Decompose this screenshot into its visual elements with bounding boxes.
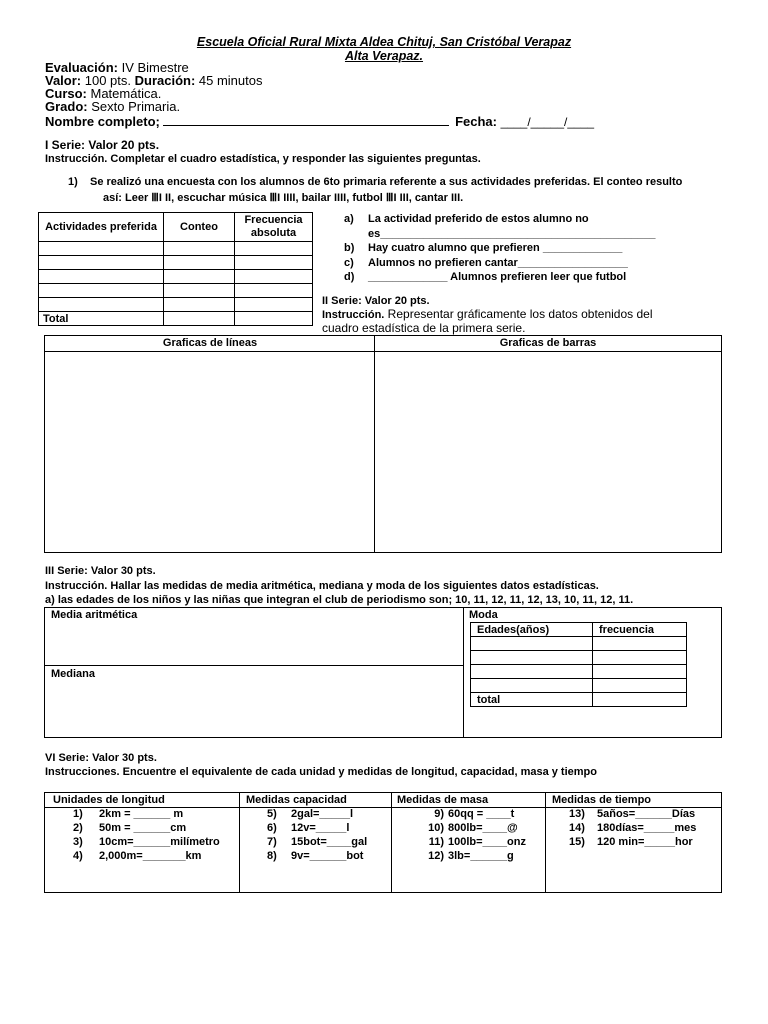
th-conteo: Conteo <box>164 213 235 242</box>
graph-lines-header: Graficas de líneas <box>45 336 375 352</box>
serie2-instruction-label: Instrucción. <box>322 309 385 321</box>
mediana-label: Mediana <box>51 668 96 680</box>
conv-header-longitud: Unidades de longitud <box>53 794 165 806</box>
table-row <box>471 637 687 651</box>
list-item[interactable]: 13) 5años=______Días <box>569 808 696 820</box>
serie1-instruction: Instrucción. Completar el cuadro estadística, y responder las siguientes preguntas. <box>45 153 481 165</box>
conv-header-capacidad: Medidas capacidad <box>246 794 347 806</box>
moda-table <box>470 622 687 707</box>
grado-label: Grado: <box>45 99 88 114</box>
q-text: La actividad preferido de estos alumno no <box>368 213 589 225</box>
conv-header-masa: Medidas de masa <box>397 794 489 806</box>
graph-bars-header: Graficas de barras <box>375 336 721 352</box>
list-item[interactable]: 12) 3lb=______g <box>428 850 514 862</box>
valor-value: 100 pts. <box>81 73 135 88</box>
fecha-blank[interactable]: ____/_____/____ <box>500 115 595 129</box>
moda-total-label: total <box>471 693 593 707</box>
mediana-answer-area[interactable] <box>47 681 461 735</box>
grado-value: Sexto Primaria. <box>87 99 181 114</box>
serie4-instruction: Instrucciones. Encuentre el equivalente de cada unidad y medidas de longitud, capacidad, masa y tiempo <box>45 766 597 778</box>
table-row <box>471 665 687 679</box>
list-item[interactable]: 5) 2gal=_____l <box>267 808 354 820</box>
table-row <box>39 298 313 312</box>
list-item[interactable]: 8) 9v=______bot <box>267 850 364 862</box>
media-label: Media aritmética <box>51 609 138 621</box>
list-item[interactable]: 2) 50m = ______cm <box>73 822 187 834</box>
q-letter: a) <box>344 213 354 225</box>
evaluacion-label: Evaluación: <box>45 60 118 75</box>
serie3-data-line: a) las edades de los niños y las niñas que integran el club de periodismo son; 10, 11, 12, 11, 12, 13, 10, 11, 12, 11. <box>45 594 634 606</box>
stats-box <box>44 607 722 738</box>
th-actividades: Actividades preferida <box>39 213 164 242</box>
serie1-questions <box>344 213 656 286</box>
q-text[interactable]: _____________ Alumnos prefieren leer que futbol <box>368 271 627 283</box>
list-item[interactable]: 10) 800lb=____@ <box>428 822 518 834</box>
serie2-instruction <box>322 308 722 335</box>
list-item[interactable]: 3) 10cm=______milímetro <box>73 836 220 848</box>
curso-value: Matemática. <box>86 86 162 101</box>
conv-col-longitud <box>73 808 220 864</box>
serie1-q-line2: así: Leer ⅢI II, escuchar música ⅢI IIII, bailar IIII, futbol ⅢI III, cantar III. <box>103 192 464 204</box>
table-total-label: Total <box>39 312 164 326</box>
conv-col-masa <box>420 808 526 864</box>
list-item[interactable]: 6) 12v=_____l <box>267 822 350 834</box>
serie4-title: VI Serie: Valor 30 pts. <box>45 752 157 764</box>
evaluacion-value: IV Bimestre <box>117 60 189 75</box>
list-item[interactable]: 9) 60qq = ____t <box>434 808 515 820</box>
school-title: Escuela Oficial Rural Mixta Aldea Chituj, San Cristóbal Verapaz <box>196 35 572 49</box>
conv-header-tiempo: Medidas de tiempo <box>552 794 652 806</box>
graph-bars-area[interactable] <box>375 352 721 552</box>
q-letter: b) <box>344 242 355 254</box>
info-nombre <box>45 113 665 129</box>
info-grado <box>45 100 180 114</box>
moda-th-frecuencia: frecuencia <box>593 623 687 637</box>
list-item[interactable]: 7) 15bot=____gal <box>267 836 368 848</box>
q-text[interactable]: Alumnos no prefieren cantar__________________ <box>368 256 628 269</box>
list-item[interactable]: 11) 100lb=____onz <box>428 836 526 848</box>
moda-label: Moda <box>469 609 498 621</box>
q-text[interactable]: es_____________________________________________ <box>368 227 656 240</box>
graph-lines-area[interactable] <box>45 352 374 552</box>
table-row <box>39 270 313 284</box>
nombre-blank[interactable] <box>163 113 449 126</box>
list-item[interactable]: 4) 2,000m=_______km <box>73 850 202 862</box>
table-row <box>471 651 687 665</box>
serie2-instruction-line1: Representar gráficamente los datos obtenidos del <box>384 307 653 321</box>
table-total-row <box>39 312 313 326</box>
table-row <box>39 256 313 270</box>
list-item[interactable]: 14) 180días=_____mes <box>569 822 697 834</box>
media-answer-area[interactable] <box>47 622 461 664</box>
curso-label: Curso: <box>45 86 87 101</box>
frequency-table <box>38 212 313 326</box>
nombre-label: Nombre completo; <box>45 114 160 129</box>
moda-total-row <box>471 693 687 707</box>
table-row <box>471 679 687 693</box>
q-letter: c) <box>344 256 354 269</box>
list-item[interactable]: 15) 120 min=_____hor <box>569 836 693 848</box>
table-row <box>39 284 313 298</box>
q-text[interactable]: Hay cuatro alumno que prefieren _____________ <box>368 242 623 254</box>
conv-col-tiempo <box>569 808 696 850</box>
graphs-box <box>44 335 722 553</box>
serie3-title: III Serie: Valor 30 pts. <box>45 565 156 577</box>
duracion-value: 45 minutos <box>195 73 263 88</box>
table-row <box>39 242 313 256</box>
valor-label: Valor: <box>45 73 82 88</box>
conversions-box <box>44 792 722 893</box>
serie1-title: I Serie: Valor 20 pts. <box>45 138 160 152</box>
q-letter: d) <box>344 271 355 283</box>
list-item[interactable]: 1) 2km = ______ m <box>73 808 184 820</box>
school-location: Alta Verapaz. <box>344 49 424 63</box>
serie1-q-num: 1) <box>68 176 78 188</box>
serie3-instruction: Instrucción. Hallar las medidas de media aritmética, mediana y moda de los siguientes datos estadísticas. <box>45 580 599 592</box>
serie2-title: II Serie: Valor 20 pts. <box>322 295 430 307</box>
th-frecuencia: Frecuencia absoluta <box>235 213 313 242</box>
serie2-instruction-line2: cuadro estadística de la primera serie. <box>322 321 526 335</box>
serie1-q-line1: Se realizó una encuesta con los alumnos de 6to primaria referente a sus actividades preferidas. El conteo resulto <box>90 176 683 188</box>
duracion-label: Duración: <box>134 73 196 88</box>
moda-th-edades: Edades(años) <box>471 623 593 637</box>
fecha-label: Fecha: <box>455 114 497 129</box>
conv-col-capacidad <box>267 808 367 864</box>
